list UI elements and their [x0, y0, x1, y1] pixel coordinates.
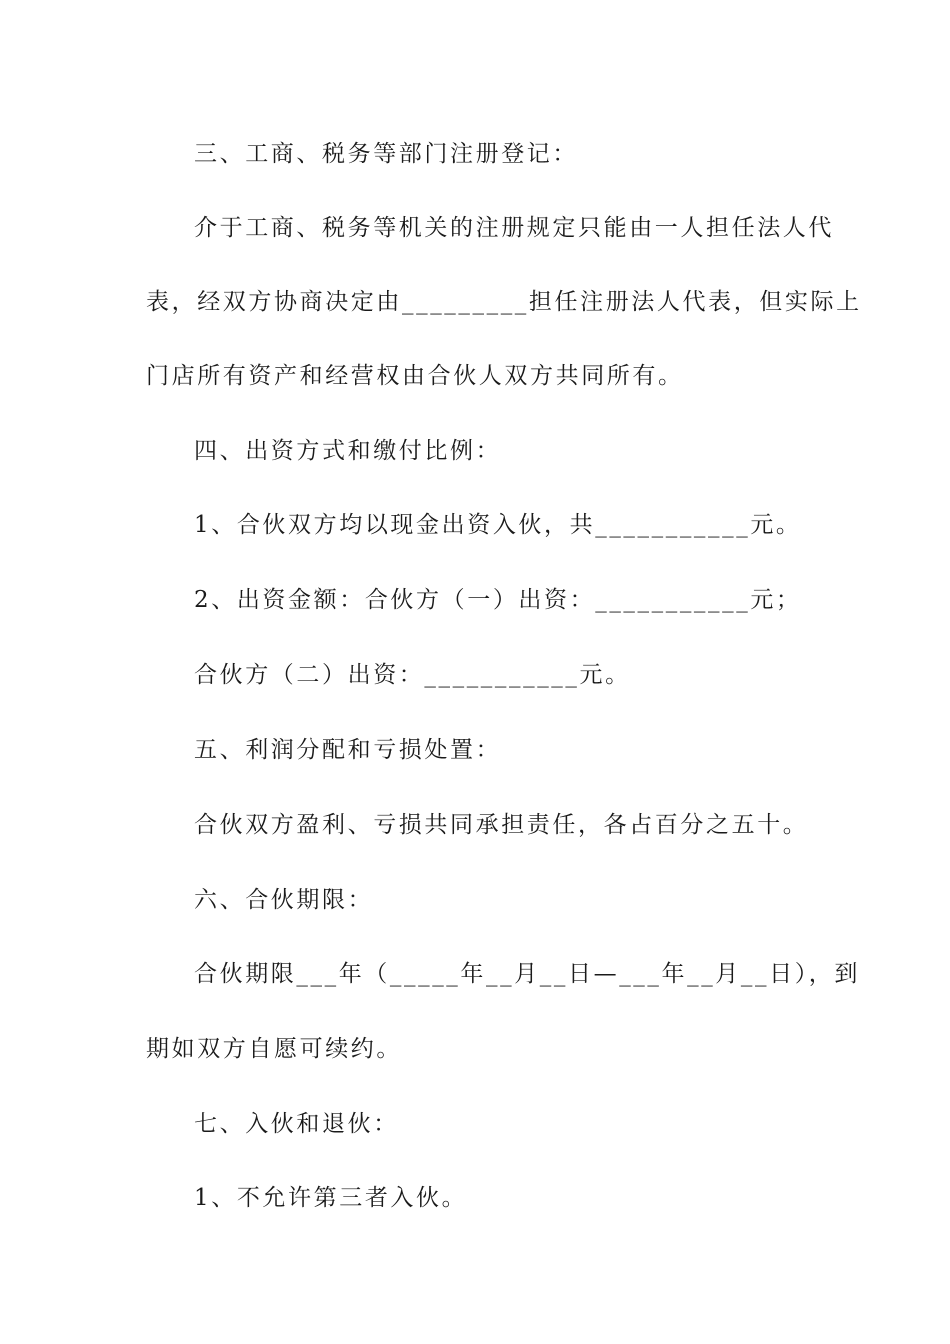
paragraph-line: 介于工商、税务等机关的注册规定只能由一人担任法人代: [194, 215, 834, 241]
section-heading-term: 六、合伙期限：: [194, 887, 374, 913]
paragraph-line: 合伙方（二）出资：___________元。: [194, 662, 631, 688]
paragraph-line: 2、出资金额：合伙方（一）出资：___________元；: [194, 587, 802, 613]
paragraph-line: 合伙双方盈利、亏损共同承担责任，各占百分之五十。: [194, 812, 809, 838]
paragraph-line: 门店所有资产和经营权由合伙人双方共同所有。: [146, 363, 684, 389]
section-heading-join-exit: 七、入伙和退伙：: [194, 1111, 399, 1137]
section-heading-profit: 五、利润分配和亏损处置：: [194, 737, 502, 763]
section-heading-registration: 三、工商、税务等部门注册登记：: [194, 141, 578, 167]
section-heading-capital: 四、出资方式和缴付比例：: [194, 438, 502, 464]
paragraph-line: 合伙期限___年（_____年__月__日—___年__月__日），到: [194, 961, 860, 987]
paragraph-line: 1、合伙双方均以现金出资入伙，共___________元。: [194, 512, 802, 538]
paragraph-line: 表，经双方协商决定由_________担任注册法人代表，但实际上: [146, 289, 862, 315]
paragraph-line: 1、不允许第三者入伙。: [194, 1185, 468, 1211]
paragraph-line: 期如双方自愿可续约。: [146, 1036, 402, 1062]
